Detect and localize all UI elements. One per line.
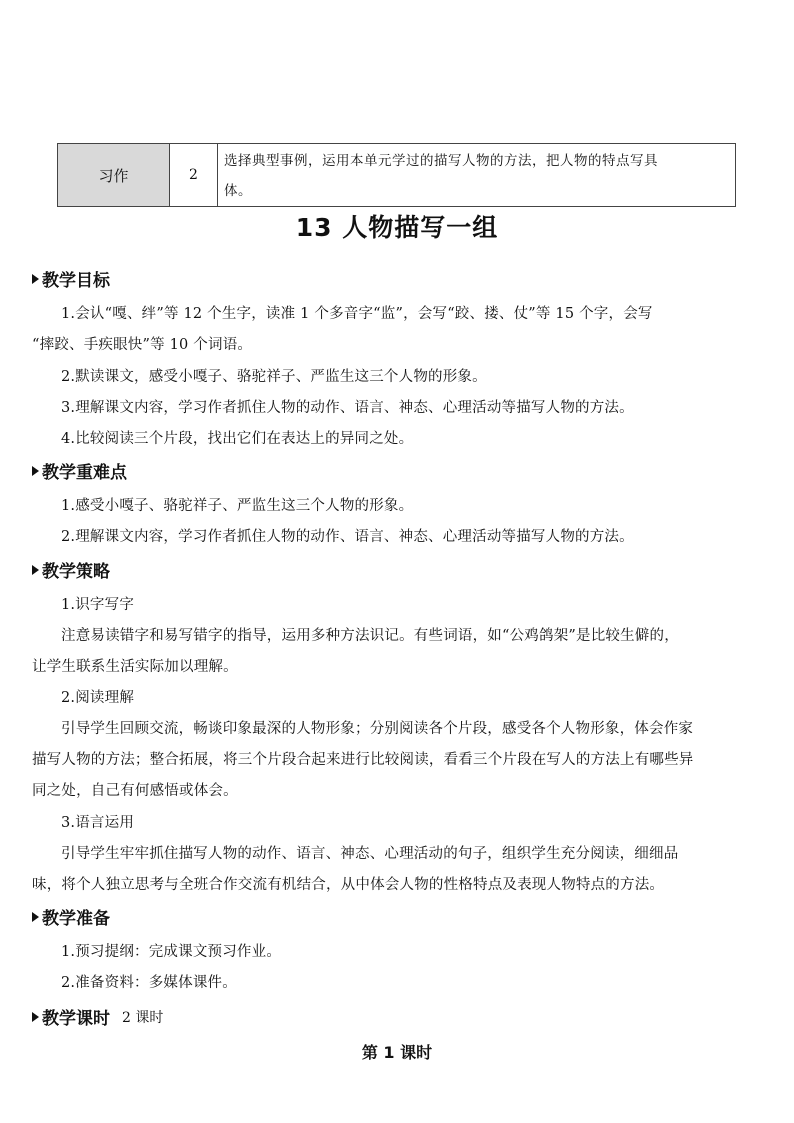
table-row [58,144,736,207]
section-heading-key-points [32,458,127,483]
text-line: 1.会认“嘎、绊”等 12 个生字，读准 1 个多音字“监”，会写“跤、搂、仗”等 15 个字，会写 [61,306,653,322]
page-title: 13 人物描写一组 [295,213,499,242]
section-heading-periods [32,1004,163,1029]
text-line: 4.比较阅读三个片段，找出它们在表达上的异同之处。 [61,431,414,447]
triangle-bullet-icon [32,1012,39,1022]
text-line: 3.理解课文内容，学习作者抓住人物的动作、语言、神态、心理活动等描写人物的方法。 [61,400,634,416]
writing-task-table [57,143,736,207]
text-line: 2.准备资料：多媒体课件。 [61,975,237,991]
table-desc-line-1: 选择典型事例，运用本单元学过的描写人物的方法，把人物的特点写具 [224,153,658,169]
triangle-bullet-icon [32,466,39,476]
text-line: 描写人物的方法；整合拓展，将三个片段合起来进行比较阅读，看看三个片段在写人的方法上有哪些异 [32,752,694,768]
text-line: 注意易读错字和易写错字的指导，运用多种方法识记。有些词语，如“公鸡鸽架”是比较生僻的， [61,628,679,644]
section-heading-label: 教学重难点 [42,463,127,483]
section-heading-strategies [32,557,110,582]
text-line: 2.理解课文内容，学习作者抓住人物的动作、语言、神态、心理活动等描写人物的方法。 [61,529,634,545]
text-line: 味，将个人独立思考与全班合作交流有机结合，从中体会人物的性格特点及表现人物特点的方法。 [32,877,665,893]
text-line: 3.语言运用 [61,815,135,831]
triangle-bullet-icon [32,565,39,575]
section-heading-label: 教学目标 [42,271,110,291]
table-cell-name: 习作 [58,144,170,207]
text-line: 2.阅读理解 [61,690,135,706]
table-desc-line-2: 体。 [224,183,252,199]
text-line: 引导学生牢牢抓住描写人物的动作、语言、神态、心理活动的句子，组织学生充分阅读，细细品 [61,846,679,862]
section-heading-label: 教学课时 [42,1009,110,1029]
section-heading-goals [32,266,110,291]
text-line: 1.识字写字 [61,597,135,613]
text-line: “摔跤、手疾眼快”等 10 个词语。 [32,337,253,353]
section-heading-preparation [32,904,110,929]
text-line: 2.默读课文，感受小嘎子、骆驼祥子、严监生这三个人物的形象。 [61,369,487,385]
table-cell-hours: 2 [170,144,218,207]
section-heading-label: 教学策略 [42,562,110,582]
periods-value: 2 课时 [122,1009,164,1026]
text-line: 1.预习提纲：完成课文预习作业。 [61,944,282,960]
text-line: 1.感受小嘎子、骆驼祥子、严监生这三个人物的形象。 [61,498,414,514]
text-line: 让学生联系生活实际加以理解。 [32,659,238,675]
triangle-bullet-icon [32,274,39,284]
section-heading-label: 教学准备 [42,909,110,929]
text-line: 同之处，自己有何感悟或体会。 [32,783,238,799]
table-cell-description [218,144,736,207]
triangle-bullet-icon [32,912,39,922]
lesson-title: 第 1 课时 [361,1043,433,1062]
text-line: 引导学生回顾交流，畅谈印象最深的人物形象；分别阅读各个片段，感受各个人物形象，体会作家 [61,721,694,737]
